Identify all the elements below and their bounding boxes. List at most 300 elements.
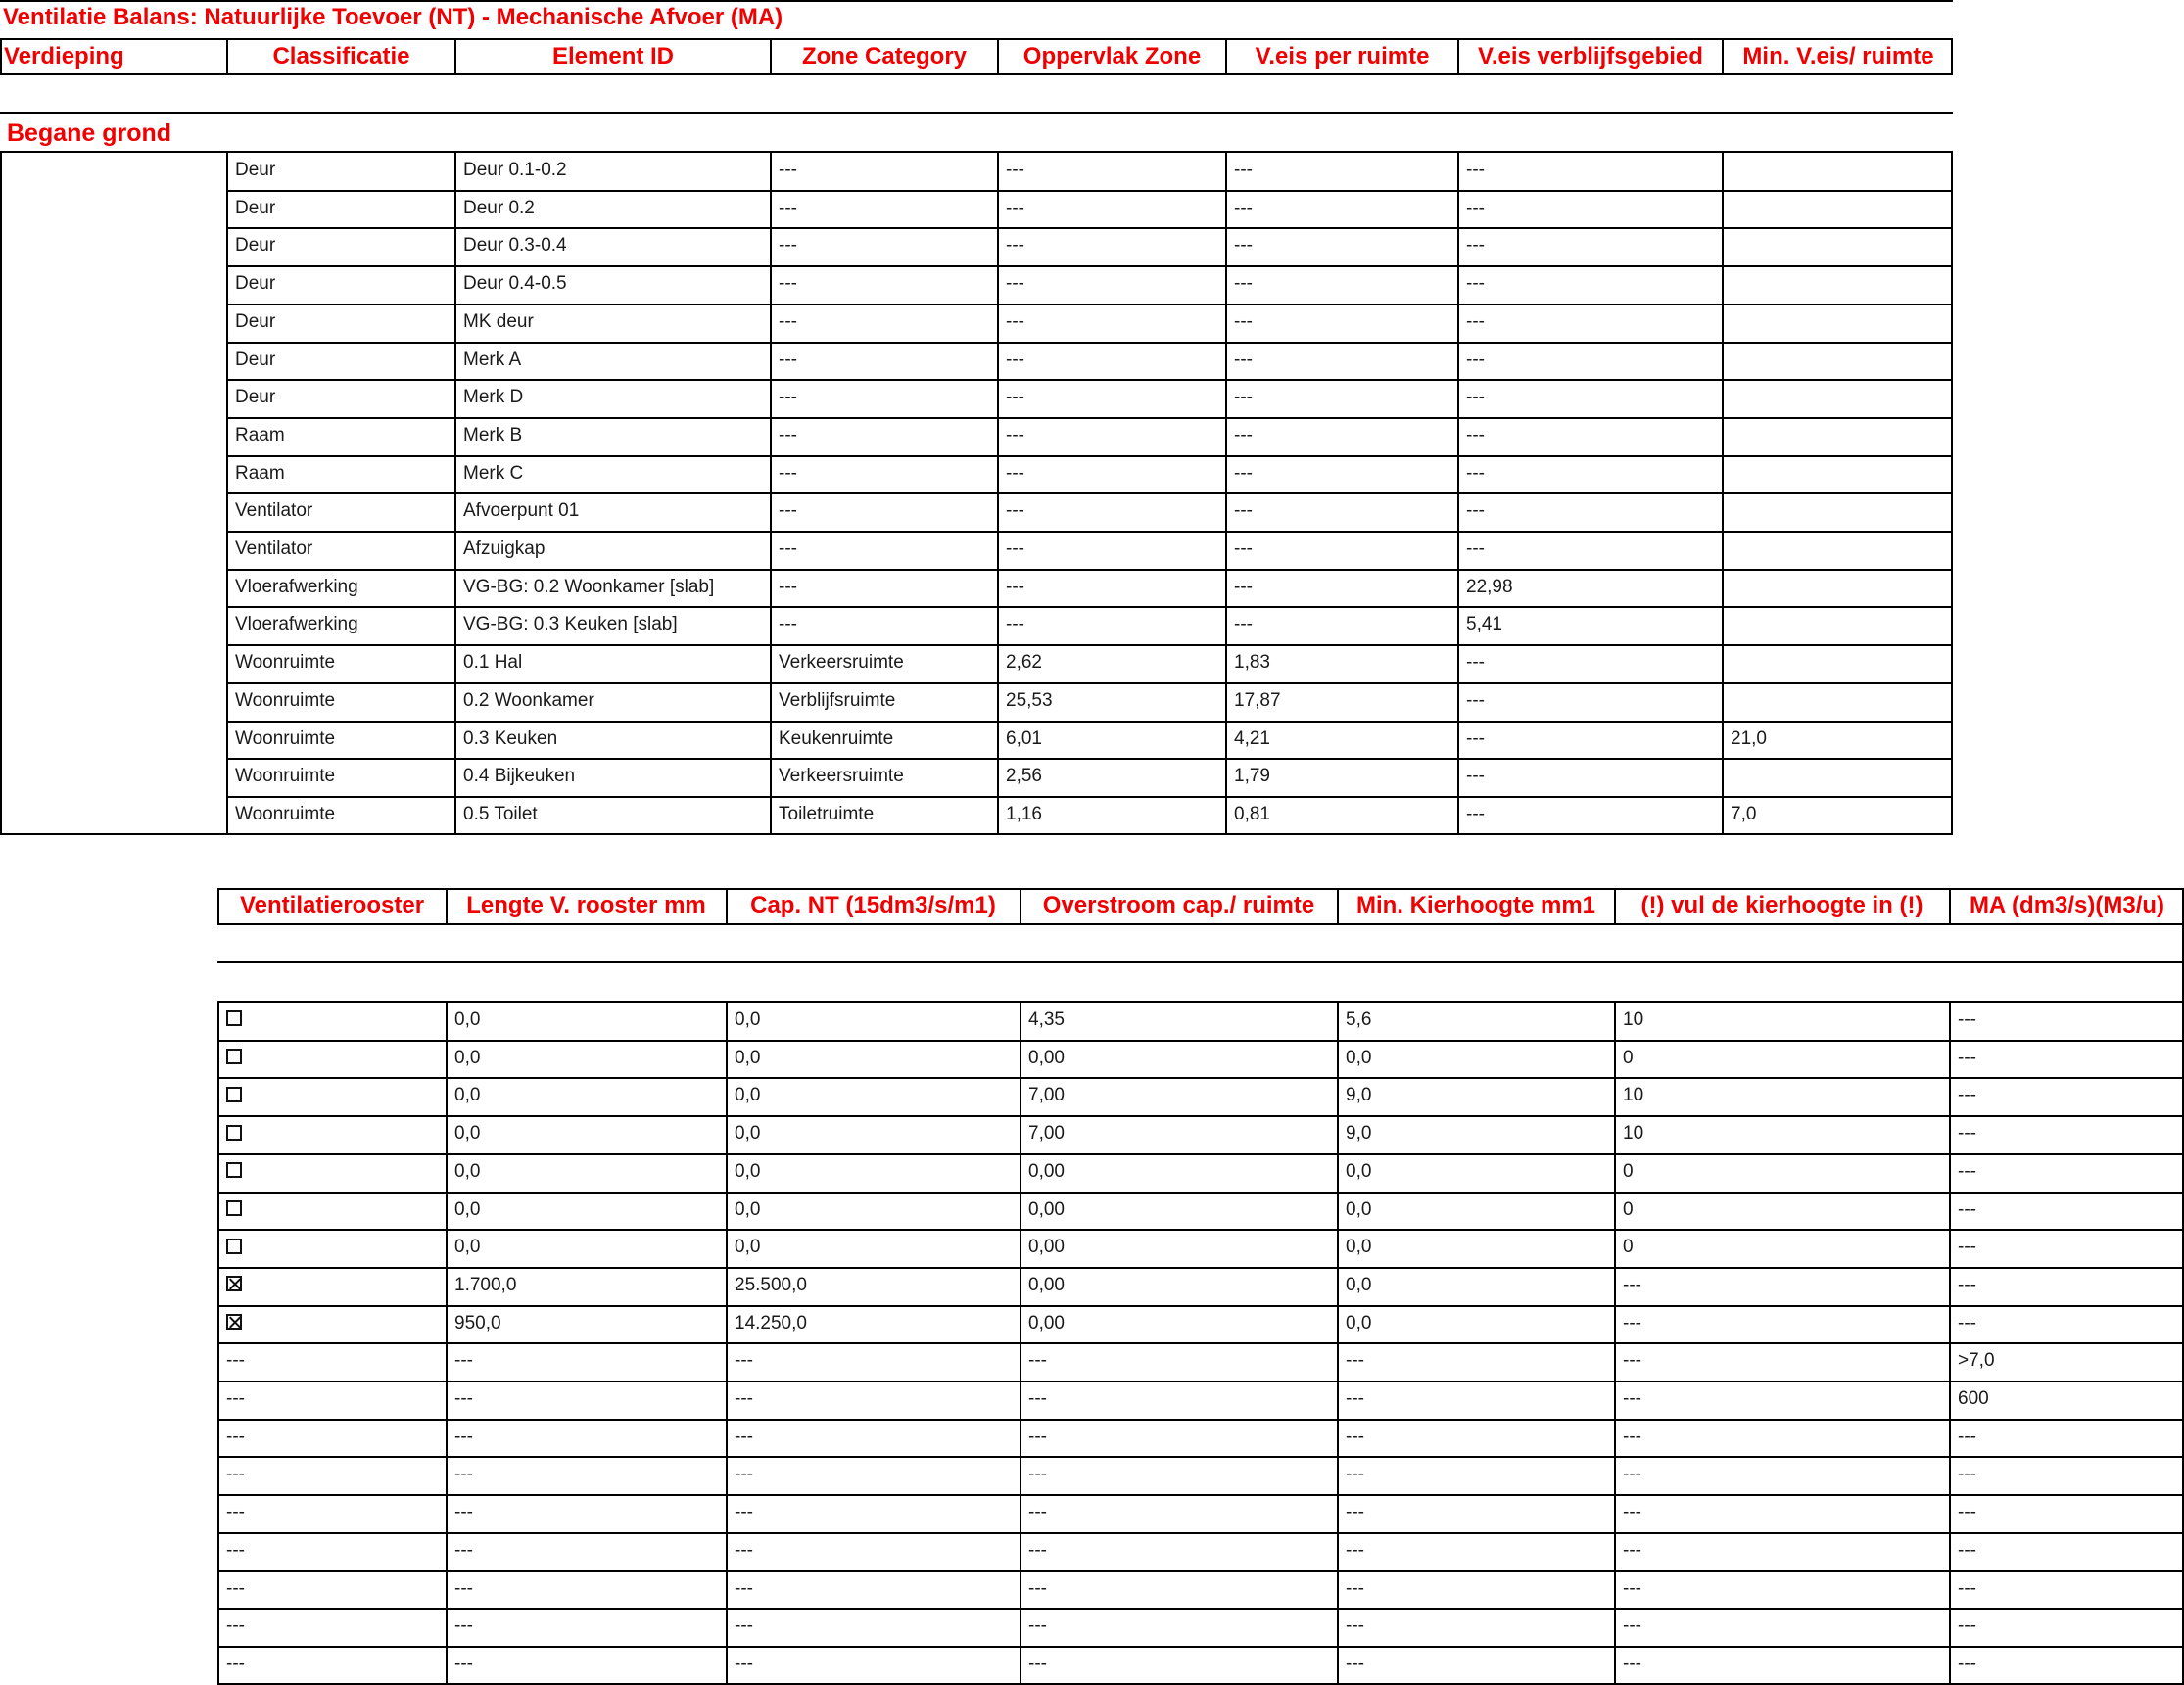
table-cell: Woonruimte bbox=[235, 689, 336, 711]
table-cell: --- bbox=[1958, 1539, 1976, 1561]
table-row bbox=[0, 644, 1953, 681]
table-cell: --- bbox=[1466, 197, 1485, 218]
row-divider bbox=[217, 1342, 2184, 1344]
table-row bbox=[0, 265, 1953, 303]
table-row bbox=[0, 1608, 2184, 1645]
table-cell: Afvoerpunt 01 bbox=[463, 500, 580, 522]
table-cell: 22,98 bbox=[1466, 576, 1513, 597]
table-cell: Deur bbox=[235, 349, 276, 370]
row-divider bbox=[217, 1192, 2184, 1194]
row-divider bbox=[217, 1494, 2184, 1496]
table-cell: --- bbox=[1006, 576, 1024, 597]
header-col-divider bbox=[446, 888, 448, 925]
table-cell: --- bbox=[226, 1577, 245, 1599]
header-col-divider bbox=[1020, 888, 1021, 925]
table-cell: --- bbox=[1028, 1350, 1047, 1372]
table-cell: Raam bbox=[235, 424, 285, 445]
row-divider bbox=[226, 758, 1953, 760]
table-cell: --- bbox=[1234, 576, 1253, 597]
checkbox-icon[interactable] bbox=[226, 1049, 242, 1064]
ventilation-grille-checkbox[interactable] bbox=[219, 1002, 446, 1039]
table-cell: --- bbox=[779, 387, 797, 408]
table-cell bbox=[1724, 492, 1953, 530]
table-cell: 0,0 bbox=[454, 1198, 481, 1220]
table-cell: --- bbox=[1623, 1653, 1641, 1674]
table-cell: 10 bbox=[1623, 1009, 1644, 1030]
table-cell: --- bbox=[454, 1464, 473, 1485]
table-row bbox=[0, 1570, 2184, 1608]
table-cell: --- bbox=[1346, 1426, 1364, 1447]
header-col-divider bbox=[1949, 888, 1951, 925]
table-cell bbox=[1724, 417, 1953, 454]
table-cell: --- bbox=[1958, 1464, 1976, 1485]
body-col-divider bbox=[1020, 1002, 1021, 1684]
checkbox-icon[interactable] bbox=[226, 1276, 242, 1291]
table-cell: --- bbox=[779, 462, 797, 484]
table-cell: --- bbox=[1466, 235, 1485, 257]
ventilation-grille-checkbox[interactable] bbox=[219, 1192, 446, 1229]
table-cell: VG-BG: 0.3 Keuken [slab] bbox=[463, 614, 678, 635]
row-divider bbox=[226, 644, 1953, 646]
table-cell bbox=[1724, 190, 1953, 227]
table-cell: Merk D bbox=[463, 387, 524, 408]
checkbox-icon[interactable] bbox=[226, 1087, 242, 1102]
table-cell: --- bbox=[1958, 1312, 1976, 1334]
row-divider bbox=[217, 1646, 2184, 1648]
table-cell: --- bbox=[735, 1388, 753, 1409]
table-cell: Verkeersruimte bbox=[779, 766, 904, 787]
table-cell: --- bbox=[1234, 500, 1253, 522]
table-cell: --- bbox=[1466, 349, 1485, 370]
column-header: Oppervlak Zone bbox=[1022, 43, 1202, 70]
table-cell: --- bbox=[1028, 1615, 1047, 1637]
table-cell: --- bbox=[1466, 160, 1485, 180]
header-col-divider bbox=[1614, 888, 1616, 925]
ventilation-grille-checkbox[interactable] bbox=[219, 1305, 446, 1342]
table-cell: --- bbox=[1958, 1577, 1976, 1599]
table-cell: Deur bbox=[235, 387, 276, 408]
title-top-line bbox=[0, 0, 1953, 2]
table-cell bbox=[1724, 304, 1953, 341]
table-cell: 0,0 bbox=[454, 1009, 481, 1030]
header-col-divider bbox=[1951, 38, 1953, 75]
table-row bbox=[0, 1267, 2184, 1304]
table-cell: Deur 0.3-0.4 bbox=[463, 235, 567, 257]
body-col-divider bbox=[446, 1002, 448, 1684]
table-cell: --- bbox=[779, 424, 797, 445]
table-cell: --- bbox=[779, 614, 797, 635]
table-cell: --- bbox=[226, 1350, 245, 1372]
table-cell: Raam bbox=[235, 462, 285, 484]
header-col-divider bbox=[1337, 888, 1339, 925]
column-header: Element ID bbox=[551, 43, 675, 70]
table-cell bbox=[1724, 569, 1953, 606]
table-row bbox=[0, 1077, 2184, 1114]
table-cell: --- bbox=[1234, 273, 1253, 295]
table-row bbox=[0, 721, 1953, 758]
table-cell: 0,0 bbox=[1346, 1198, 1372, 1220]
table-cell: --- bbox=[226, 1464, 245, 1485]
table-cell: --- bbox=[735, 1350, 753, 1372]
checkbox-icon[interactable] bbox=[226, 1314, 242, 1330]
table-cell: --- bbox=[735, 1653, 753, 1674]
table-cell: --- bbox=[1234, 160, 1253, 180]
table-row bbox=[0, 1040, 2184, 1077]
header-col-divider bbox=[997, 38, 999, 75]
table-row bbox=[0, 1002, 2184, 1039]
table-cell: 0,0 bbox=[735, 1085, 761, 1106]
table-cell: 5,6 bbox=[1346, 1009, 1372, 1030]
table-cell: --- bbox=[1346, 1350, 1364, 1372]
table-cell: 0,0 bbox=[735, 1237, 761, 1258]
row-divider bbox=[226, 569, 1953, 571]
table-cell: 0,0 bbox=[735, 1160, 761, 1182]
table-cell: --- bbox=[1234, 538, 1253, 559]
table-cell: --- bbox=[226, 1426, 245, 1447]
body-col-divider bbox=[217, 1002, 219, 1684]
table-row bbox=[0, 1456, 2184, 1493]
body-col-divider bbox=[997, 152, 999, 834]
table-cell: Merk B bbox=[463, 424, 523, 445]
table-cell: --- bbox=[1006, 462, 1024, 484]
table-cell: --- bbox=[1028, 1388, 1047, 1409]
table-cell: --- bbox=[735, 1464, 753, 1485]
table-cell: --- bbox=[779, 576, 797, 597]
table-row bbox=[0, 304, 1953, 341]
body-col-divider bbox=[1614, 1002, 1616, 1684]
table-cell: Deur 0.1-0.2 bbox=[463, 160, 567, 180]
table-cell: 9,0 bbox=[1346, 1123, 1372, 1145]
table-cell: --- bbox=[454, 1350, 473, 1372]
table-cell: --- bbox=[1958, 1237, 1976, 1258]
table-cell bbox=[1724, 265, 1953, 303]
table-row bbox=[0, 492, 1953, 530]
table-cell: --- bbox=[1006, 310, 1024, 332]
table-cell: 0,0 bbox=[454, 1160, 481, 1182]
row-divider bbox=[226, 227, 1953, 229]
table-cell: 0,0 bbox=[1346, 1237, 1372, 1258]
table-cell: 0.4 Bijkeuken bbox=[463, 766, 576, 787]
table-cell: 9,0 bbox=[1346, 1085, 1372, 1106]
table-cell bbox=[1724, 682, 1953, 720]
header-col-divider bbox=[1722, 38, 1724, 75]
table-cell: --- bbox=[1006, 197, 1024, 218]
table-cell: 17,87 bbox=[1234, 689, 1281, 711]
table-cell: 4,35 bbox=[1028, 1009, 1065, 1030]
column-header: Ventilatierooster bbox=[239, 892, 425, 918]
table-cell: --- bbox=[1466, 387, 1485, 408]
ventilation-grille-checkbox[interactable] bbox=[219, 1077, 446, 1114]
table-cell: --- bbox=[1234, 310, 1253, 332]
row-divider bbox=[217, 1077, 2184, 1079]
table-cell: 0,0 bbox=[1346, 1274, 1372, 1295]
table-cell: 0 bbox=[1623, 1198, 1634, 1220]
table-cell: --- bbox=[779, 349, 797, 370]
table-cell: 2,62 bbox=[1006, 652, 1042, 674]
checkbox-icon[interactable] bbox=[226, 1239, 242, 1254]
table-cell: --- bbox=[779, 310, 797, 332]
table-cell: --- bbox=[454, 1502, 473, 1523]
table-cell: --- bbox=[226, 1388, 245, 1409]
row-divider bbox=[226, 606, 1953, 608]
table-cell: --- bbox=[1623, 1426, 1641, 1447]
table-cell: 0 bbox=[1623, 1237, 1634, 1258]
body-col-divider bbox=[1457, 152, 1459, 834]
table-cell: --- bbox=[226, 1615, 245, 1637]
table-cell: --- bbox=[1346, 1539, 1364, 1561]
table-cell: --- bbox=[1623, 1388, 1641, 1409]
table-row bbox=[0, 1342, 2184, 1380]
checkbox-icon[interactable] bbox=[226, 1125, 242, 1141]
table-cell: --- bbox=[1958, 1198, 1976, 1220]
table-cell: 10 bbox=[1623, 1123, 1644, 1145]
table-cell: --- bbox=[1466, 462, 1485, 484]
table-cell: --- bbox=[1346, 1615, 1364, 1637]
table-cell: --- bbox=[1028, 1426, 1047, 1447]
table-cell: --- bbox=[735, 1502, 753, 1523]
row-divider bbox=[226, 796, 1953, 798]
header-col-divider bbox=[726, 888, 728, 925]
table-cell: --- bbox=[779, 197, 797, 218]
header-col-divider bbox=[1457, 38, 1459, 75]
table-cell: --- bbox=[735, 1426, 753, 1447]
table-cell: 0 bbox=[1623, 1160, 1634, 1182]
table-cell: --- bbox=[1234, 197, 1253, 218]
table-cell: --- bbox=[1623, 1350, 1641, 1372]
table-row bbox=[0, 1494, 2184, 1531]
table-cell: 7,00 bbox=[1028, 1085, 1065, 1106]
table-cell: 0,0 bbox=[1346, 1047, 1372, 1068]
table-cell: --- bbox=[1028, 1502, 1047, 1523]
table-cell: Ventilator bbox=[235, 500, 313, 522]
table-cell: --- bbox=[226, 1653, 245, 1674]
table-row bbox=[0, 455, 1953, 492]
blank-row-line bbox=[0, 112, 1953, 114]
table-cell: 0,0 bbox=[735, 1047, 761, 1068]
table-row bbox=[0, 1419, 2184, 1456]
table-cell: 5,41 bbox=[1466, 614, 1502, 635]
table-row bbox=[0, 190, 1953, 227]
row-divider bbox=[226, 492, 1953, 494]
table-cell: 0.5 Toilet bbox=[463, 803, 538, 824]
table-cell: --- bbox=[454, 1539, 473, 1561]
column-header: Min. V.eis/ ruimte bbox=[1742, 43, 1934, 70]
row-divider bbox=[217, 1040, 2184, 1042]
ventilation-grille-checkbox[interactable] bbox=[219, 1153, 446, 1191]
table-cell bbox=[1724, 379, 1953, 416]
table-row bbox=[0, 1115, 2184, 1152]
table-cell: Deur bbox=[235, 160, 276, 180]
table-cell: --- bbox=[1466, 803, 1485, 824]
table-cell: --- bbox=[1006, 273, 1024, 295]
ventilation-grille-checkbox[interactable] bbox=[219, 1040, 446, 1077]
table-row bbox=[0, 227, 1953, 264]
table-cell: 0,00 bbox=[1028, 1237, 1065, 1258]
table-cell: Merk C bbox=[463, 462, 524, 484]
table-cell: --- bbox=[1958, 1426, 1976, 1447]
table-cell: --- bbox=[1006, 500, 1024, 522]
table-cell: --- bbox=[1346, 1464, 1364, 1485]
column-header: Min. Kierhoogte mm1 bbox=[1355, 892, 1596, 918]
column-header: Verdieping bbox=[4, 43, 124, 70]
table-cell: --- bbox=[1958, 1274, 1976, 1295]
table-cell: 0.2 Woonkamer bbox=[463, 689, 594, 711]
table-cell: --- bbox=[1028, 1577, 1047, 1599]
row-divider bbox=[217, 1570, 2184, 1572]
table-cell: --- bbox=[1466, 689, 1485, 711]
checkbox-icon[interactable] bbox=[226, 1200, 242, 1216]
table-cell: 0,0 bbox=[735, 1123, 761, 1145]
table-cell: Deur bbox=[235, 235, 276, 257]
body-col-divider bbox=[0, 152, 2, 834]
column-header: Lengte V. rooster mm bbox=[466, 892, 706, 918]
table-cell: --- bbox=[779, 235, 797, 257]
table-cell: --- bbox=[1623, 1539, 1641, 1561]
row-divider bbox=[226, 417, 1953, 419]
table-cell: 600 bbox=[1958, 1388, 1989, 1409]
row-divider bbox=[226, 455, 1953, 457]
row-divider bbox=[217, 1381, 2184, 1382]
table-cell bbox=[1724, 644, 1953, 681]
table-cell: --- bbox=[779, 273, 797, 295]
row-divider bbox=[226, 531, 1953, 533]
column-header: (!) vul de kierhoogte in (!) bbox=[1640, 892, 1923, 918]
table-cell: 0.1 Hal bbox=[463, 652, 523, 674]
table-cell: 1,79 bbox=[1234, 766, 1270, 787]
column-header: MA (dm3/s)(M3/u) bbox=[1969, 892, 2165, 918]
table-cell: --- bbox=[1958, 1160, 1976, 1182]
blank-row-line bbox=[217, 961, 2184, 963]
table-cell: --- bbox=[454, 1426, 473, 1447]
page-title: Ventilatie Balans: Natuurlijke Toevoer (NT) - Mechanische Afvoer (MA) bbox=[3, 4, 783, 30]
table-cell: Deur bbox=[235, 273, 276, 295]
column-header: V.eis per ruimte bbox=[1255, 43, 1430, 70]
table-cell: 1.700,0 bbox=[454, 1274, 517, 1295]
ventilation-grille-checkbox[interactable] bbox=[219, 1115, 446, 1152]
header-col-divider bbox=[0, 38, 2, 75]
body-col-divider bbox=[770, 152, 772, 834]
table-cell: --- bbox=[1958, 1009, 1976, 1030]
table-row bbox=[0, 379, 1953, 416]
table-row bbox=[0, 1532, 2184, 1569]
table-row bbox=[0, 682, 1953, 720]
table-cell: 0,00 bbox=[1028, 1198, 1065, 1220]
table-cell bbox=[1724, 531, 1953, 568]
table-cell: --- bbox=[735, 1539, 753, 1561]
table-cell: 4,21 bbox=[1234, 727, 1270, 749]
table-cell: --- bbox=[1028, 1653, 1047, 1674]
table-row bbox=[0, 1381, 2184, 1418]
table-cell: --- bbox=[1958, 1085, 1976, 1106]
table-row bbox=[0, 152, 1953, 189]
header-col-divider bbox=[454, 38, 456, 75]
table-cell: --- bbox=[1623, 1312, 1641, 1334]
row-divider bbox=[217, 1267, 2184, 1269]
table-cell: 1,83 bbox=[1234, 652, 1270, 674]
table-cell: 0,00 bbox=[1028, 1312, 1065, 1334]
checkbox-icon[interactable] bbox=[226, 1162, 242, 1178]
row-divider bbox=[217, 1153, 2184, 1155]
table-cell: --- bbox=[1466, 727, 1485, 749]
table-cell: --- bbox=[1006, 349, 1024, 370]
header-col-divider bbox=[226, 38, 228, 75]
table-cell: Deur 0.2 bbox=[463, 197, 535, 218]
body-col-divider bbox=[1722, 152, 1724, 834]
table-cell: --- bbox=[779, 160, 797, 180]
body-col-divider bbox=[1225, 152, 1227, 834]
table-cell: --- bbox=[1466, 500, 1485, 522]
table-cell: --- bbox=[1006, 614, 1024, 635]
table-cell: --- bbox=[735, 1615, 753, 1637]
table-cell: --- bbox=[1346, 1388, 1364, 1409]
table-cell bbox=[1724, 227, 1953, 264]
table-cell: Toiletruimte bbox=[779, 803, 875, 824]
table-cell: --- bbox=[1466, 538, 1485, 559]
row-divider bbox=[217, 1608, 2184, 1610]
table-cell: 25.500,0 bbox=[735, 1274, 807, 1295]
body-col-divider bbox=[1337, 1002, 1339, 1684]
table-cell: Vloerafwerking bbox=[235, 576, 358, 597]
table-cell: 0,0 bbox=[454, 1047, 481, 1068]
table-cell: 950,0 bbox=[454, 1312, 501, 1334]
row-divider bbox=[217, 1419, 2184, 1421]
body-col-divider bbox=[1951, 152, 1953, 834]
table-cell: --- bbox=[1623, 1274, 1641, 1295]
table-cell: --- bbox=[1234, 235, 1253, 257]
table-cell: 0.3 Keuken bbox=[463, 727, 558, 749]
header-col-divider bbox=[217, 888, 219, 925]
column-header: Zone Category bbox=[801, 43, 968, 70]
table-cell: --- bbox=[226, 1539, 245, 1561]
table-cell: --- bbox=[1006, 235, 1024, 257]
table-cell: 0,0 bbox=[735, 1009, 761, 1030]
header-col-divider bbox=[1225, 38, 1227, 75]
row-divider bbox=[217, 1305, 2184, 1307]
table-cell: >7,0 bbox=[1958, 1350, 1995, 1372]
table-cell: 7,0 bbox=[1731, 803, 1757, 824]
table-cell: Verkeersruimte bbox=[779, 652, 904, 674]
checkbox-icon[interactable] bbox=[226, 1010, 242, 1026]
table-cell: --- bbox=[779, 538, 797, 559]
table-cell: --- bbox=[454, 1653, 473, 1674]
row-divider bbox=[217, 1532, 2184, 1534]
table-cell: --- bbox=[1028, 1539, 1047, 1561]
ventilation-grille-checkbox[interactable] bbox=[219, 1229, 446, 1266]
table-cell: Woonruimte bbox=[235, 803, 336, 824]
table-cell: --- bbox=[454, 1615, 473, 1637]
table-cell: --- bbox=[735, 1577, 753, 1599]
table-row bbox=[0, 531, 1953, 568]
table-row bbox=[0, 606, 1953, 643]
row-divider bbox=[226, 342, 1953, 344]
table-cell: --- bbox=[1234, 614, 1253, 635]
table-cell: --- bbox=[454, 1577, 473, 1599]
table-cell: 0,0 bbox=[454, 1085, 481, 1106]
header-col-divider bbox=[770, 38, 772, 75]
table-cell: --- bbox=[1006, 387, 1024, 408]
table-cell: 0,00 bbox=[1028, 1160, 1065, 1182]
ventilation-grille-checkbox[interactable] bbox=[219, 1267, 446, 1304]
table-cell: Keukenruimte bbox=[779, 727, 894, 749]
table-cell: 7,00 bbox=[1028, 1123, 1065, 1145]
row-divider bbox=[226, 304, 1953, 305]
floor-group-label: Begane grond bbox=[7, 119, 172, 147]
table-cell: 6,01 bbox=[1006, 727, 1042, 749]
table-cell: 0 bbox=[1623, 1047, 1634, 1068]
table-cell: 0,0 bbox=[454, 1237, 481, 1258]
table-cell bbox=[1724, 758, 1953, 795]
table-cell: --- bbox=[1466, 273, 1485, 295]
